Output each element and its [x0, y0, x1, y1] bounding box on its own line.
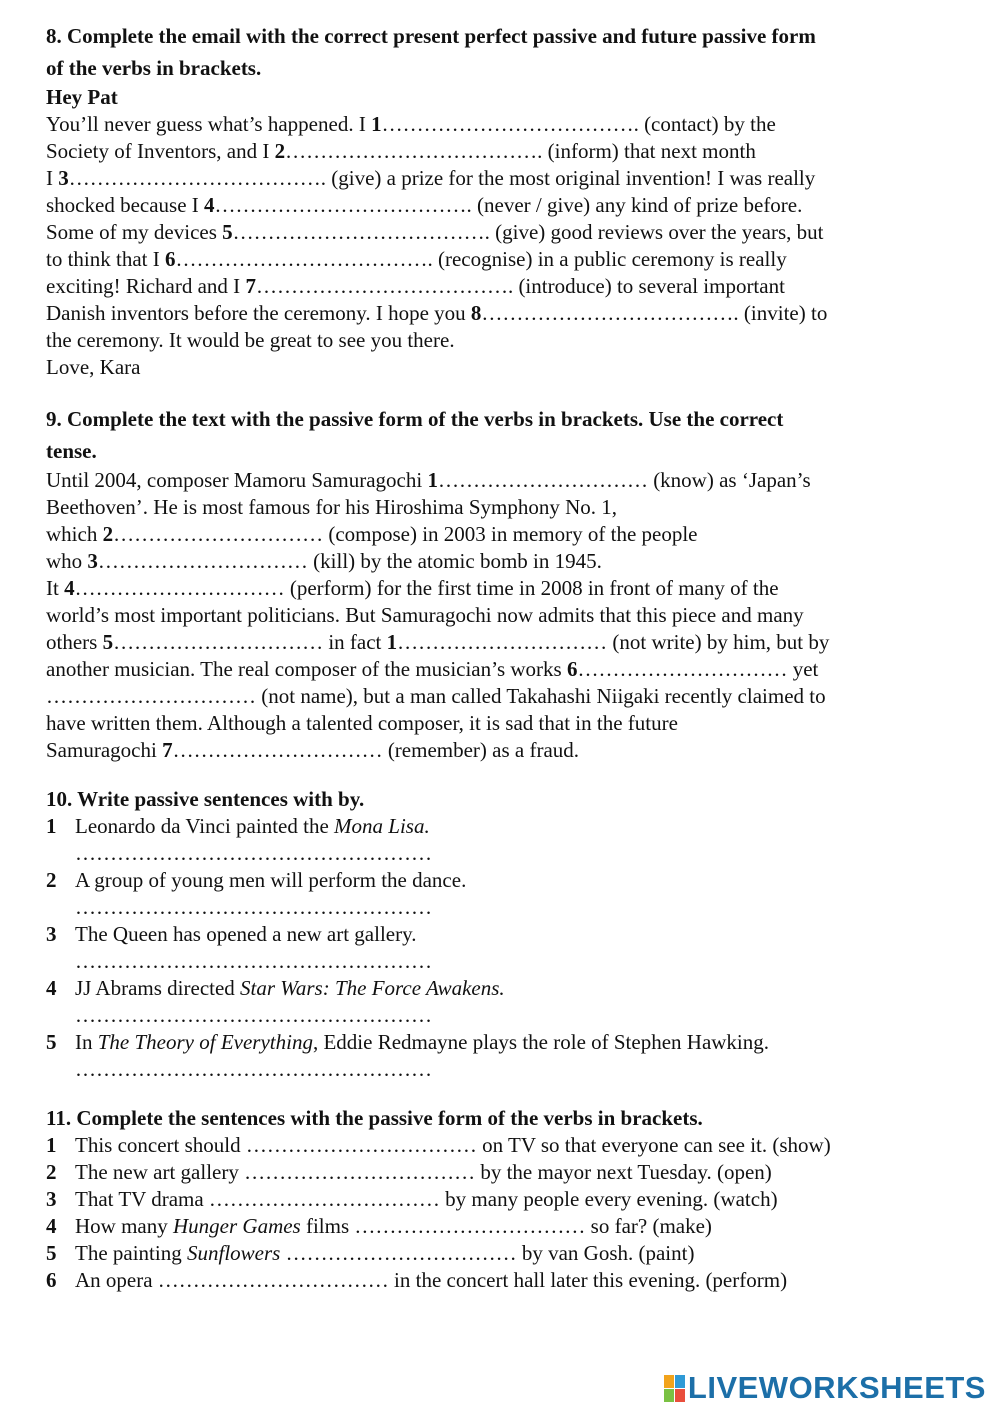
- item-text: [75, 867, 466, 894]
- item-number: 4: [46, 1214, 57, 1238]
- text-line: [46, 602, 946, 629]
- text-segment: ………………………………. (give) a prize for the most original invention! I was really: [68, 166, 816, 190]
- item-number: 3: [46, 1187, 57, 1211]
- exercise-8-title-line1: 8. Complete the email with the correct present perfect passive and future passive form: [46, 24, 816, 48]
- answer-line[interactable]: ……………………………………………: [75, 895, 432, 919]
- text-segment: shocked because I: [46, 193, 205, 217]
- text-segment: An opera …………………………… in the concert hall later this evening. (perform): [75, 1268, 788, 1292]
- liveworksheets-logo: [664, 1370, 986, 1406]
- item-text: [75, 1029, 769, 1056]
- item-number: 6: [46, 1268, 57, 1292]
- gap-number: 3: [87, 549, 98, 573]
- text-segment: ………………………… yet: [577, 657, 819, 681]
- item-text: [75, 1213, 712, 1240]
- liveworksheets-logo-icon: [664, 1375, 685, 1402]
- text-segment: ………………………… (know) as ‘Japan’s: [437, 468, 811, 492]
- item-text: [75, 921, 417, 948]
- text-segment: ………………………… (remember) as a fraud.: [172, 738, 580, 762]
- text-segment: Beethoven’. He is most famous for his Hiroshima Symphony No. 1,: [46, 495, 618, 519]
- text-segment: Samuragochi: [46, 738, 163, 762]
- text-segment: That TV drama …………………………… by many people every evening. (watch): [75, 1187, 778, 1211]
- exercise-10: [46, 786, 946, 1083]
- item-number: 2: [46, 1160, 57, 1184]
- gap-number: 6: [165, 247, 176, 271]
- text-segment: Until 2004, composer Mamoru Samuragochi: [46, 468, 428, 492]
- text-segment: ………………………………. (introduce) to several important: [255, 274, 785, 298]
- answer-line[interactable]: ……………………………………………: [75, 1057, 432, 1081]
- text-segment: world’s most important politicians. But Samuragochi now admits that this piece and many: [46, 603, 804, 627]
- text-line: [46, 219, 946, 246]
- text-segment: ………………………… (not name), but a man called Takahashi Niigaki recently claimed to: [46, 684, 826, 708]
- text-segment: to think that I: [46, 247, 165, 271]
- text-line: [46, 300, 946, 327]
- text-line: [46, 327, 946, 354]
- exercise-11-list: [46, 1132, 946, 1294]
- text-line: [46, 246, 946, 273]
- list-item: [46, 1267, 946, 1294]
- list-item: [46, 1213, 946, 1240]
- email-body: [46, 111, 946, 354]
- text-line: [46, 165, 946, 192]
- text-segment: , Eddie Redmayne plays the role of Stephen Hawking.: [312, 1030, 770, 1054]
- text-segment: It: [46, 576, 65, 600]
- email-signoff: Love, Kara: [46, 355, 141, 379]
- text-segment: ………………………… (not write) by him, but by: [397, 630, 830, 654]
- answer-line[interactable]: ……………………………………………: [75, 1003, 432, 1027]
- text-segment: ………………………………. (never / give) any kind of prize before.: [214, 193, 803, 217]
- text-segment: JJ Abrams directed: [75, 976, 241, 1000]
- item-text: [75, 1240, 694, 1267]
- list-item: [46, 1132, 946, 1159]
- item-text: [75, 1132, 831, 1159]
- worksheet-page: [46, 20, 946, 1294]
- text-segment: ………………………… in fact: [113, 630, 387, 654]
- logo-block-1: [664, 1375, 674, 1388]
- exercise-9-title-line2: tense.: [46, 439, 97, 463]
- item-text: [75, 1159, 772, 1186]
- liveworksheets-wordmark: LIVEWORKSHEETS: [687, 1370, 986, 1405]
- exercise-9-title-line1: 9. Complete the text with the passive form of the verbs in brackets. Use the correct: [46, 407, 784, 431]
- text-segment: others: [46, 630, 103, 654]
- text-segment: How many: [75, 1214, 173, 1238]
- gap-number: 5: [222, 220, 233, 244]
- exercise-10-title: 10. Write passive sentences with by.: [46, 787, 365, 811]
- text-segment: I: [46, 166, 59, 190]
- text-segment: Some of my devices: [46, 220, 223, 244]
- list-item: [46, 1240, 946, 1267]
- gap-number: 1: [427, 468, 438, 492]
- gap-number: 6: [566, 657, 578, 681]
- item-text: [75, 1267, 787, 1294]
- list-item: [46, 1186, 946, 1213]
- text-line: [46, 737, 946, 764]
- text-segment: exciting! Richard and I: [46, 274, 246, 298]
- item-number: 3: [46, 922, 57, 946]
- gap-number: 3: [58, 166, 69, 190]
- answer-line[interactable]: ……………………………………………: [75, 949, 432, 973]
- gap-number: 7: [162, 738, 173, 762]
- exercise-10-list: [46, 813, 946, 1083]
- exercise-11-title: 11. Complete the sentences with the passive form of the verbs in brackets.: [46, 1106, 703, 1130]
- title-text: Mona Lisa.: [334, 814, 430, 838]
- item-text: [75, 813, 430, 840]
- text-segment: You’ll never guess what’s happened. I: [46, 112, 372, 136]
- text-segment: Leonardo da Vinci painted the: [75, 814, 335, 838]
- text-line: [46, 111, 946, 138]
- text-segment: ………………………………. (inform) that next month: [285, 139, 756, 163]
- text-line: [46, 138, 946, 165]
- gap-number: 2: [102, 522, 114, 546]
- list-item: [46, 813, 946, 840]
- text-line: [46, 467, 946, 494]
- gap-number: 8: [470, 301, 482, 325]
- text-line: [46, 192, 946, 219]
- item-number: 1: [46, 814, 57, 838]
- gap-number: 1: [371, 112, 382, 136]
- text-segment: ………………………………. (give) good reviews over the years, but: [232, 220, 824, 244]
- gap-number: 7: [245, 274, 256, 298]
- title-text: Hunger Games: [173, 1214, 301, 1238]
- text-segment: ………………………… (compose) in 2003 in memory of the people: [113, 522, 698, 546]
- exercise-9-text: [46, 467, 946, 764]
- text-segment: who: [46, 549, 88, 573]
- text-segment: ………………………… (perform) for the first time in 2008 in front of many of the: [74, 576, 779, 600]
- title-text: The Theory of Everything: [97, 1030, 313, 1054]
- gap-number: 5: [102, 630, 114, 654]
- text-segment: In: [75, 1030, 98, 1054]
- text-line: [46, 548, 946, 575]
- title-text: Sunflowers: [186, 1241, 281, 1265]
- text-segment: …………………………… by van Gosh. (paint): [280, 1241, 695, 1265]
- gap-number: 2: [274, 139, 286, 163]
- item-number: 1: [46, 1133, 57, 1157]
- item-number: 4: [46, 976, 57, 1000]
- text-line: [46, 656, 946, 683]
- text-segment: which: [46, 522, 103, 546]
- list-item: [46, 1029, 946, 1056]
- text-segment: A group of young men will perform the dance.: [75, 868, 467, 892]
- item-number: 5: [46, 1030, 57, 1054]
- text-segment: ………………………………. (invite) to: [481, 301, 828, 325]
- text-segment: The new art gallery …………………………… by the mayor next Tuesday. (open): [75, 1160, 772, 1184]
- list-item: [46, 1159, 946, 1186]
- email-greeting: Hey Pat: [46, 85, 118, 109]
- item-text: [75, 1186, 778, 1213]
- logo-block-3: [664, 1389, 674, 1402]
- logo-block-2: [675, 1375, 685, 1388]
- text-segment: The painting: [75, 1241, 187, 1265]
- text-segment: ………………………………. (contact) by the: [381, 112, 776, 136]
- exercise-11: [46, 1105, 946, 1294]
- text-line: [46, 629, 946, 656]
- item-number: 2: [46, 868, 57, 892]
- text-segment: Society of Inventors, and I: [46, 139, 275, 163]
- text-segment: have written them. Although a talented composer, it is sad that in the future: [46, 711, 678, 735]
- list-item: [46, 921, 946, 948]
- text-segment: another musician. The real composer of the musician’s works: [46, 657, 567, 681]
- title-text: Star Wars: The Force Awakens.: [240, 976, 505, 1000]
- answer-line[interactable]: ……………………………………………: [75, 841, 432, 865]
- text-line: [46, 683, 946, 710]
- gap-number: 4: [204, 193, 215, 217]
- text-line: [46, 494, 946, 521]
- list-item: [46, 867, 946, 894]
- text-segment: The Queen has opened a new art gallery.: [75, 922, 417, 946]
- text-segment: Danish inventors before the ceremony. I hope you: [46, 301, 471, 325]
- text-line: [46, 521, 946, 548]
- text-segment: ………………………… (kill) by the atomic bomb in 1945.: [97, 549, 602, 573]
- item-text: [75, 975, 505, 1002]
- list-item: [46, 975, 946, 1002]
- text-line: [46, 575, 946, 602]
- exercise-9: [46, 403, 946, 764]
- text-line: [46, 710, 946, 737]
- gap-number: 1: [386, 630, 398, 654]
- exercise-8-title-line2: of the verbs in brackets.: [46, 56, 262, 80]
- text-segment: the ceremony. It would be great to see you there.: [46, 328, 455, 352]
- item-number: 5: [46, 1241, 57, 1265]
- exercise-8: [46, 20, 946, 381]
- text-segment: This concert should …………………………… on TV so that everyone can see it. (show): [75, 1133, 831, 1157]
- text-segment: ………………………………. (recognise) in a public ceremony is really: [175, 247, 787, 271]
- text-line: [46, 273, 946, 300]
- gap-number: 4: [64, 576, 75, 600]
- logo-block-4: [675, 1389, 685, 1402]
- text-segment: films …………………………… so far? (make): [300, 1214, 712, 1238]
